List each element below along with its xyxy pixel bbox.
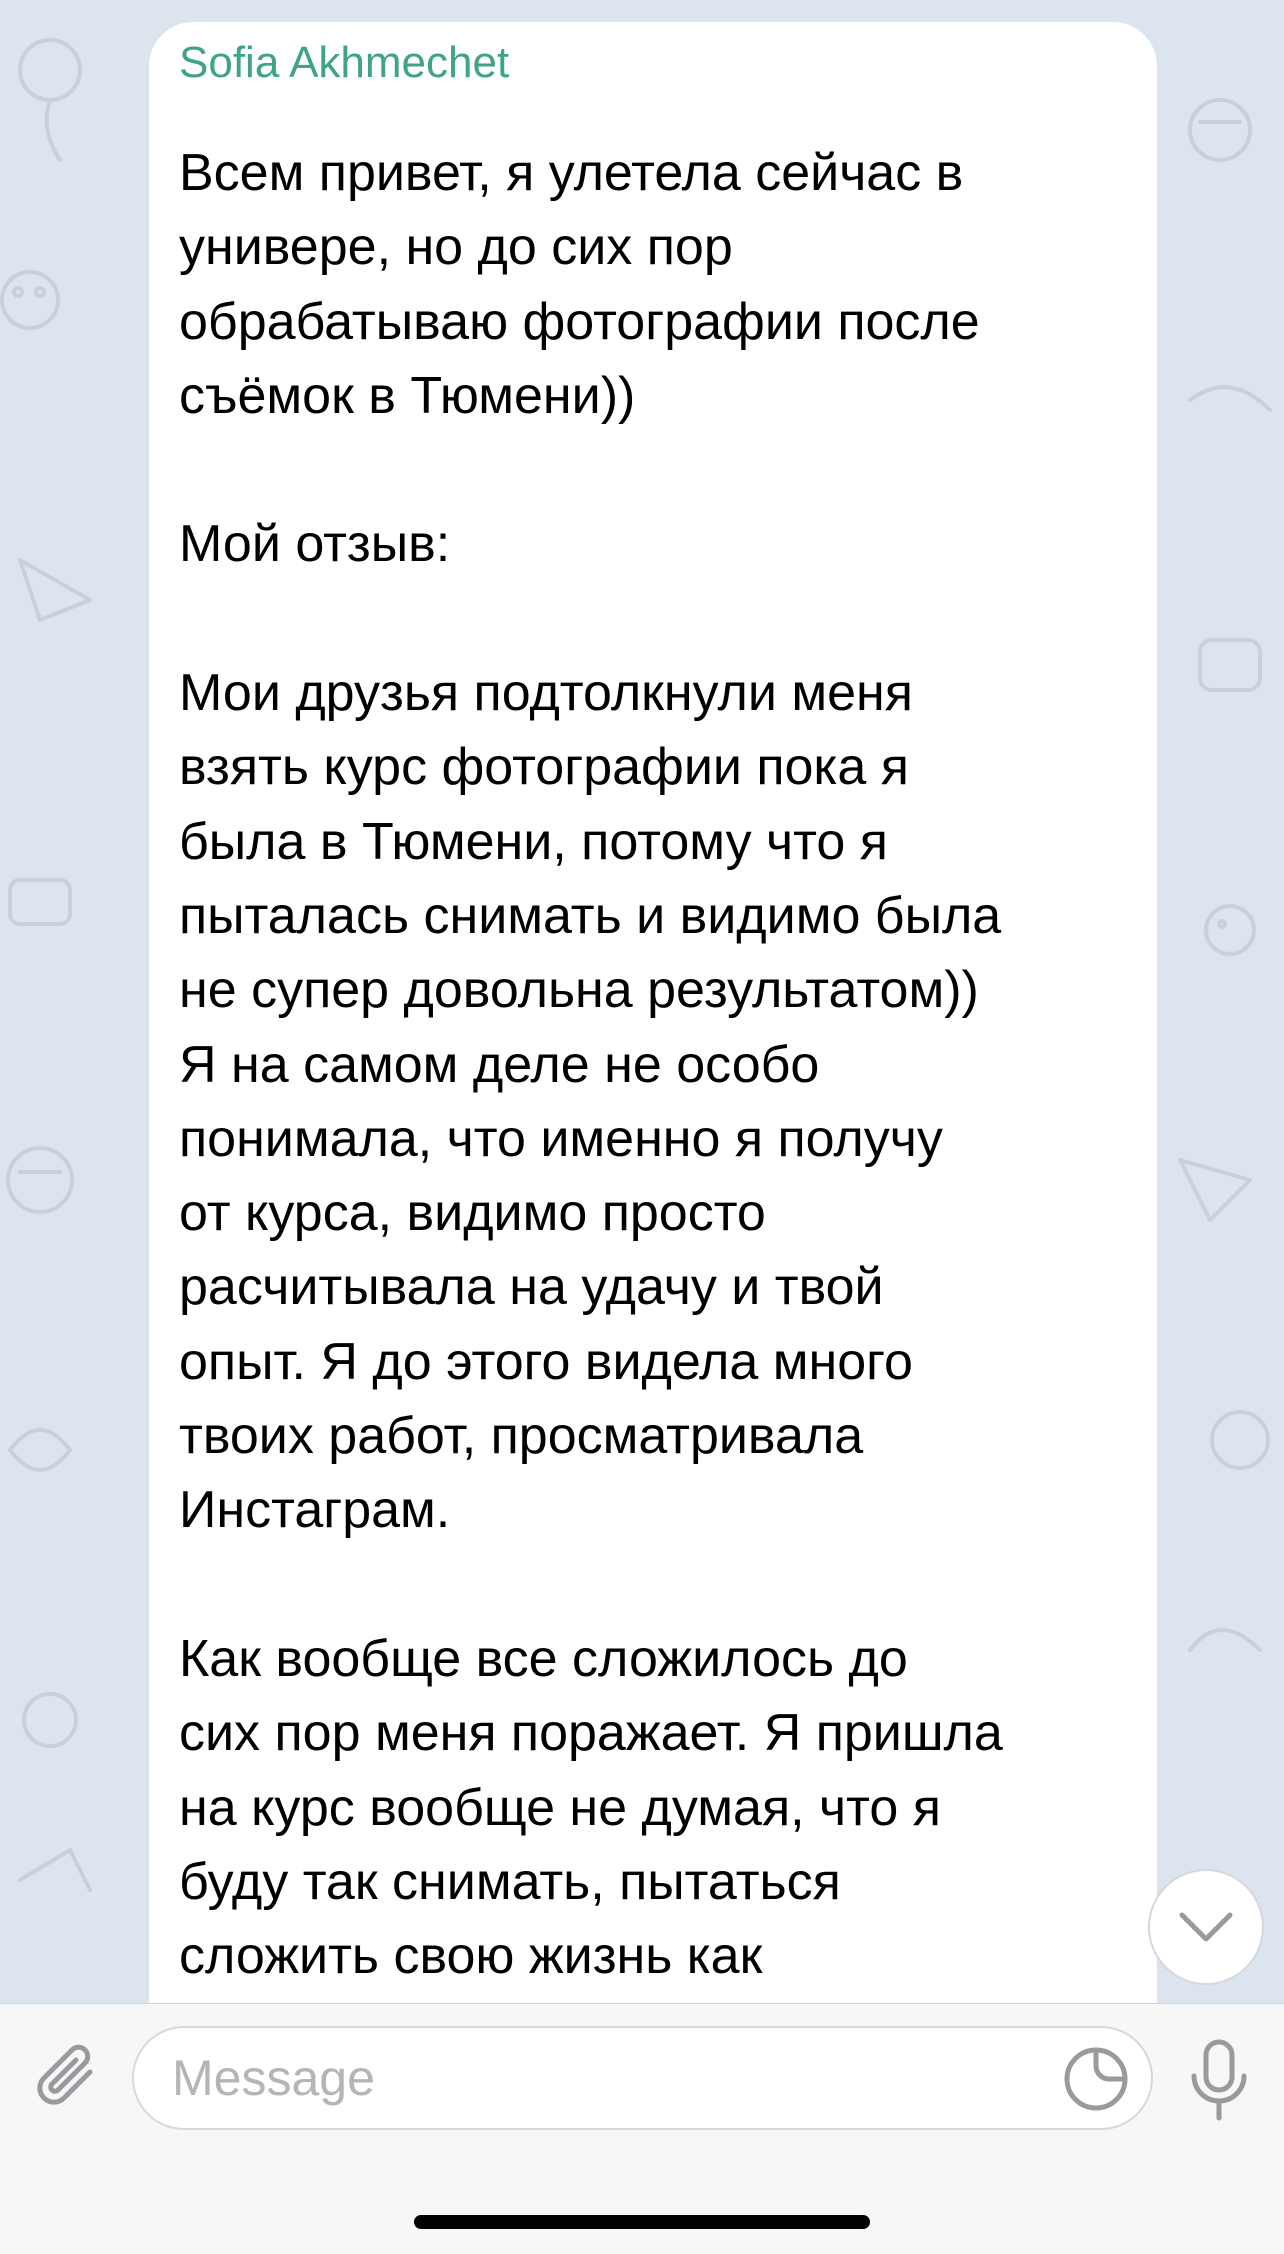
- message-line: расчитывала на удачу и твой: [179, 1258, 884, 1317]
- message-line: была в Тюмени, потому что я: [179, 812, 888, 871]
- message-line: опыт. Я до этого видела много: [179, 1332, 913, 1391]
- paragraph-gap: [179, 1548, 1127, 1622]
- message-text: [179, 136, 1127, 2068]
- message-line: твоих работ, просматривала: [179, 1407, 864, 1466]
- message-paragraph-greeting: [179, 136, 1127, 433]
- message-input-field[interactable]: [132, 2026, 1153, 2130]
- message-line: на курс вообще не думая, что я: [179, 1778, 941, 1837]
- message-line: Инстаграм.: [179, 1481, 451, 1540]
- message-line: Мои друзья подтолкнули меня: [179, 664, 913, 723]
- message-line: универе, но до сих пор: [179, 218, 733, 277]
- home-indicator[interactable]: [414, 2215, 870, 2229]
- paperclip-icon[interactable]: [28, 2038, 108, 2118]
- message-bubble[interactable]: [149, 22, 1157, 2162]
- message-line: Как вообще все сложилось до: [179, 1629, 908, 1688]
- message-line: пыталась снимать и видимо была: [179, 886, 1002, 945]
- message-line: сложить свою жизнь как: [179, 1927, 763, 1986]
- message-line: Я на самом деле не особо: [179, 1035, 820, 1094]
- paragraph-gap: [179, 433, 1127, 507]
- message-line: от курса, видимо просто: [179, 1184, 766, 1243]
- message-line: съёмок в Тюмени)): [179, 366, 636, 425]
- scroll-to-bottom-button[interactable]: [1148, 1869, 1264, 1985]
- message-line: обрабатываю фотографии после: [179, 292, 980, 351]
- message-input[interactable]: [172, 2028, 1072, 2128]
- message-line: понимала, что именно я получу: [179, 1109, 943, 1168]
- sticker-icon[interactable]: [1063, 2046, 1129, 2112]
- message-line: сих пор меня поражает. Я пришла: [179, 1704, 1003, 1763]
- message-line: взять курс фотографии пока я: [179, 738, 909, 797]
- message-line: Всем привет, я улетела сейчас в: [179, 144, 964, 202]
- message-line: буду так снимать, пытаться: [179, 1852, 841, 1911]
- message-paragraph-continued: [179, 1622, 1127, 2068]
- message-paragraph-review: [179, 656, 1127, 1548]
- message-line: не супер довольна результатом)): [179, 961, 979, 1020]
- microphone-icon[interactable]: [1184, 2038, 1254, 2122]
- chevron-down-icon: [1178, 1911, 1234, 1943]
- message-paragraph-heading: [179, 507, 1127, 581]
- paragraph-gap: [179, 582, 1127, 656]
- message-line: Мой отзыв:: [179, 515, 451, 574]
- message-composer-bar: [0, 2003, 1284, 2254]
- sender-name[interactable]: Sofia Akhmechet: [179, 38, 510, 87]
